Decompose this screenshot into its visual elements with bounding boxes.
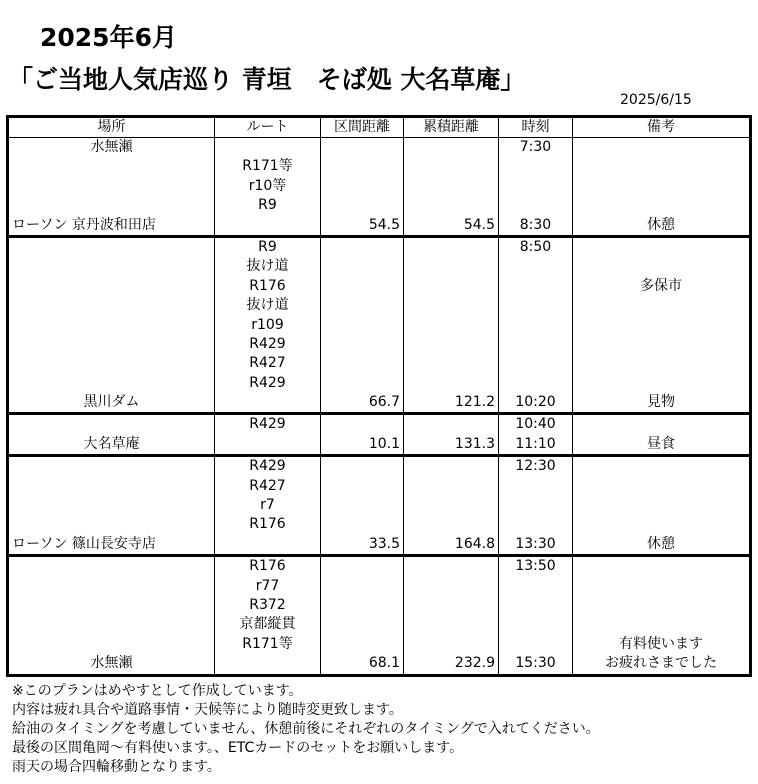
cumulative-distance-text: 121.2 [454,394,495,411]
place-text: 水無瀬 [90,139,133,155]
empty-line [9,257,214,276]
empty-line [573,335,749,354]
empty-line [404,296,498,315]
empty-line [499,277,572,296]
empty-line [573,196,749,215]
cell-route [215,236,321,414]
cell-place [8,556,215,675]
empty-line [215,216,320,235]
cell-route [215,456,321,556]
route-plan-table [6,115,752,677]
cell-time [499,556,573,675]
empty-line [573,157,749,176]
table-row [8,556,751,675]
empty-line [573,577,749,596]
route-text: r77 [255,577,280,594]
empty-line [9,496,214,515]
empty-line [9,615,214,634]
time-text: 10:20 [515,394,556,411]
column-header-time: 時刻 [499,117,573,138]
cumulative-distance-text: 232.9 [454,655,495,672]
cell-section-distance [321,456,404,556]
empty-line [573,316,749,335]
column-header-section-distance: 区間距離 [321,117,404,138]
empty-line [9,635,214,654]
empty-line [9,596,214,615]
route-text: R429 [249,458,286,475]
empty-line [321,635,403,654]
route-text: R9 [258,238,277,255]
cell-place [8,414,215,456]
empty-line [573,374,749,393]
cell-cumulative-distance [404,138,499,237]
empty-line [9,515,214,534]
route-text: 抜け道 [246,297,289,314]
route-text: r109 [251,316,284,333]
route-text: R429 [249,374,286,391]
empty-line [215,435,320,454]
place-text: 黒川ダム [83,394,140,411]
page-title: 「ご当地人気店巡り 青垣 そば処 大名草庵」 [8,65,526,94]
empty-line [321,477,403,496]
empty-line [321,374,403,393]
empty-line [9,335,214,354]
route-text: R429 [249,416,286,433]
empty-line [573,457,749,476]
time-text: 11:10 [515,435,556,452]
column-header-route: ルート [215,117,321,138]
empty-line [215,654,320,673]
cell-place [8,456,215,556]
cell-remarks [573,236,751,414]
empty-line [321,557,403,576]
place-text: 大名草庵 [83,435,140,452]
empty-line [404,354,498,373]
empty-line [499,374,572,393]
route-text: R171等 [242,158,293,175]
cell-time [499,414,573,456]
empty-line [321,277,403,296]
time-text: 13:50 [515,558,556,575]
route-text: r10等 [248,177,287,194]
empty-line [404,635,498,654]
table-row [8,138,751,237]
cell-place [8,236,215,414]
section-distance-text: 33.5 [368,535,400,552]
month-heading: 2025年6月 [40,23,177,52]
empty-line [573,515,749,534]
remarks-text: 有料使います [619,635,703,652]
table-row [8,414,751,456]
place-text: 水無瀬 [90,655,133,672]
empty-line [573,596,749,615]
cell-route [215,138,321,237]
place-text: ローソン 京丹波和田店 [12,216,156,233]
empty-line [499,257,572,276]
empty-line [321,457,403,476]
empty-line [499,354,572,373]
empty-line [404,335,498,354]
empty-line [573,615,749,634]
empty-line [499,615,572,634]
empty-line [321,596,403,615]
empty-line [499,496,572,515]
empty-line [499,515,572,534]
empty-line [9,277,214,296]
note-line: 給油のタイミングを考慮していません、休憩前後にそれぞれのタイミングで入れてください。 [12,721,600,737]
empty-line [321,415,403,434]
remarks-text: 休憩 [647,535,675,552]
route-text: r7 [260,497,275,514]
cell-remarks [573,138,751,237]
notes [12,682,600,777]
empty-line [573,257,749,276]
section-distance-text: 66.7 [368,394,400,411]
time-text: 7:30 [519,139,552,155]
route-text: R427 [249,477,286,494]
note-line: 最後の区間亀岡～有料使います。、ETCカードのセットをお願いします。 [12,740,464,756]
empty-line [9,374,214,393]
place-text: ローソン 篠山長安寺店 [12,535,156,552]
empty-line [404,316,498,335]
empty-line [9,415,214,434]
cell-time [499,236,573,414]
empty-line [404,196,498,215]
empty-line [499,596,572,615]
empty-line [499,335,572,354]
empty-line [215,138,320,157]
empty-line [321,157,403,176]
empty-line [404,177,498,196]
column-header-cumulative-distance: 累積距離 [404,117,499,138]
route-text: R176 [249,516,286,533]
time-text: 13:30 [515,535,556,552]
cell-section-distance [321,414,404,456]
remarks-text: 昼食 [647,435,675,452]
time-text: 15:30 [515,655,556,672]
empty-line [404,415,498,434]
empty-line [404,374,498,393]
cell-cumulative-distance [404,414,499,456]
empty-line [499,177,572,196]
empty-line [321,615,403,634]
cell-cumulative-distance [404,556,499,675]
empty-line [9,577,214,596]
empty-line [404,257,498,276]
empty-line [321,577,403,596]
route-text: R171等 [242,635,293,652]
empty-line [499,157,572,176]
note-line: ※このプランはめやすとして作成しています。 [12,683,303,699]
empty-line [321,138,403,157]
empty-line [573,138,749,157]
column-header-remarks: 備考 [573,117,751,138]
remarks-text: 休憩 [647,216,675,233]
time-text: 12:30 [515,458,556,475]
cell-section-distance [321,556,404,675]
empty-line [321,496,403,515]
empty-line [573,477,749,496]
empty-line [404,457,498,476]
empty-line [215,535,320,554]
empty-line [321,296,403,315]
table-header-row [8,117,751,138]
table-row [8,456,751,556]
empty-line [321,196,403,215]
empty-line [404,157,498,176]
cell-section-distance [321,138,404,237]
column-header-place: 場所 [8,117,215,138]
empty-line [9,157,214,176]
cell-remarks [573,556,751,675]
empty-line [9,557,214,576]
table-row [8,236,751,414]
time-text: 10:40 [515,416,556,433]
empty-line [9,296,214,315]
remarks-text: お疲れさまでした [605,655,717,672]
cell-time [499,138,573,237]
route-text: 抜け道 [246,258,289,275]
empty-line [9,238,214,257]
empty-line [215,393,320,412]
empty-line [321,354,403,373]
route-text: R427 [249,355,286,372]
empty-line [404,138,498,157]
empty-line [573,354,749,373]
empty-line [321,238,403,257]
empty-line [404,238,498,257]
route-text: R429 [249,335,286,352]
cell-time [499,456,573,556]
empty-line [499,635,572,654]
empty-line [9,477,214,496]
empty-line [404,557,498,576]
cumulative-distance-text: 164.8 [454,535,495,552]
empty-line [573,415,749,434]
cell-cumulative-distance [404,456,499,556]
empty-line [321,316,403,335]
empty-line [573,238,749,257]
empty-line [499,477,572,496]
empty-line [573,177,749,196]
empty-line [9,177,214,196]
cumulative-distance-text: 131.3 [454,435,495,452]
cell-section-distance [321,236,404,414]
empty-line [573,496,749,515]
empty-line [321,257,403,276]
cell-remarks [573,414,751,456]
empty-line [404,496,498,515]
table-body [8,138,751,676]
cell-place [8,138,215,237]
cumulative-distance-text: 54.5 [463,216,495,233]
route-text: R372 [249,596,286,613]
empty-line [321,335,403,354]
cell-route [215,556,321,675]
empty-line [9,457,214,476]
empty-line [321,515,403,534]
remarks-text: 見物 [647,394,675,411]
time-text: 8:30 [519,216,552,233]
route-text: R176 [249,558,286,575]
empty-line [404,477,498,496]
note-line: 内容は疲れ具合や道路事情・天候等により随時変更致します。 [12,702,403,718]
section-distance-text: 68.1 [368,655,400,672]
section-distance-text: 54.5 [368,216,400,233]
note-line: 雨天の場合四輪移動となります。 [12,759,221,775]
empty-line [404,596,498,615]
empty-line [404,515,498,534]
plan-date: 2025/6/15 [620,92,692,108]
empty-line [573,296,749,315]
empty-line [9,316,214,335]
empty-line [573,557,749,576]
cell-cumulative-distance [404,236,499,414]
route-text: R9 [258,197,277,214]
time-text: 8:50 [519,238,552,255]
empty-line [499,577,572,596]
empty-line [404,577,498,596]
route-text: 京都縦貫 [239,616,296,633]
empty-line [404,615,498,634]
empty-line [404,277,498,296]
empty-line [499,196,572,215]
cell-remarks [573,456,751,556]
empty-line [321,177,403,196]
remarks-text: 多保市 [640,277,682,294]
empty-line [499,316,572,335]
empty-line [9,354,214,373]
section-distance-text: 10.1 [368,435,400,452]
route-text: R176 [249,277,286,294]
cell-route [215,414,321,456]
empty-line [9,196,214,215]
empty-line [499,296,572,315]
